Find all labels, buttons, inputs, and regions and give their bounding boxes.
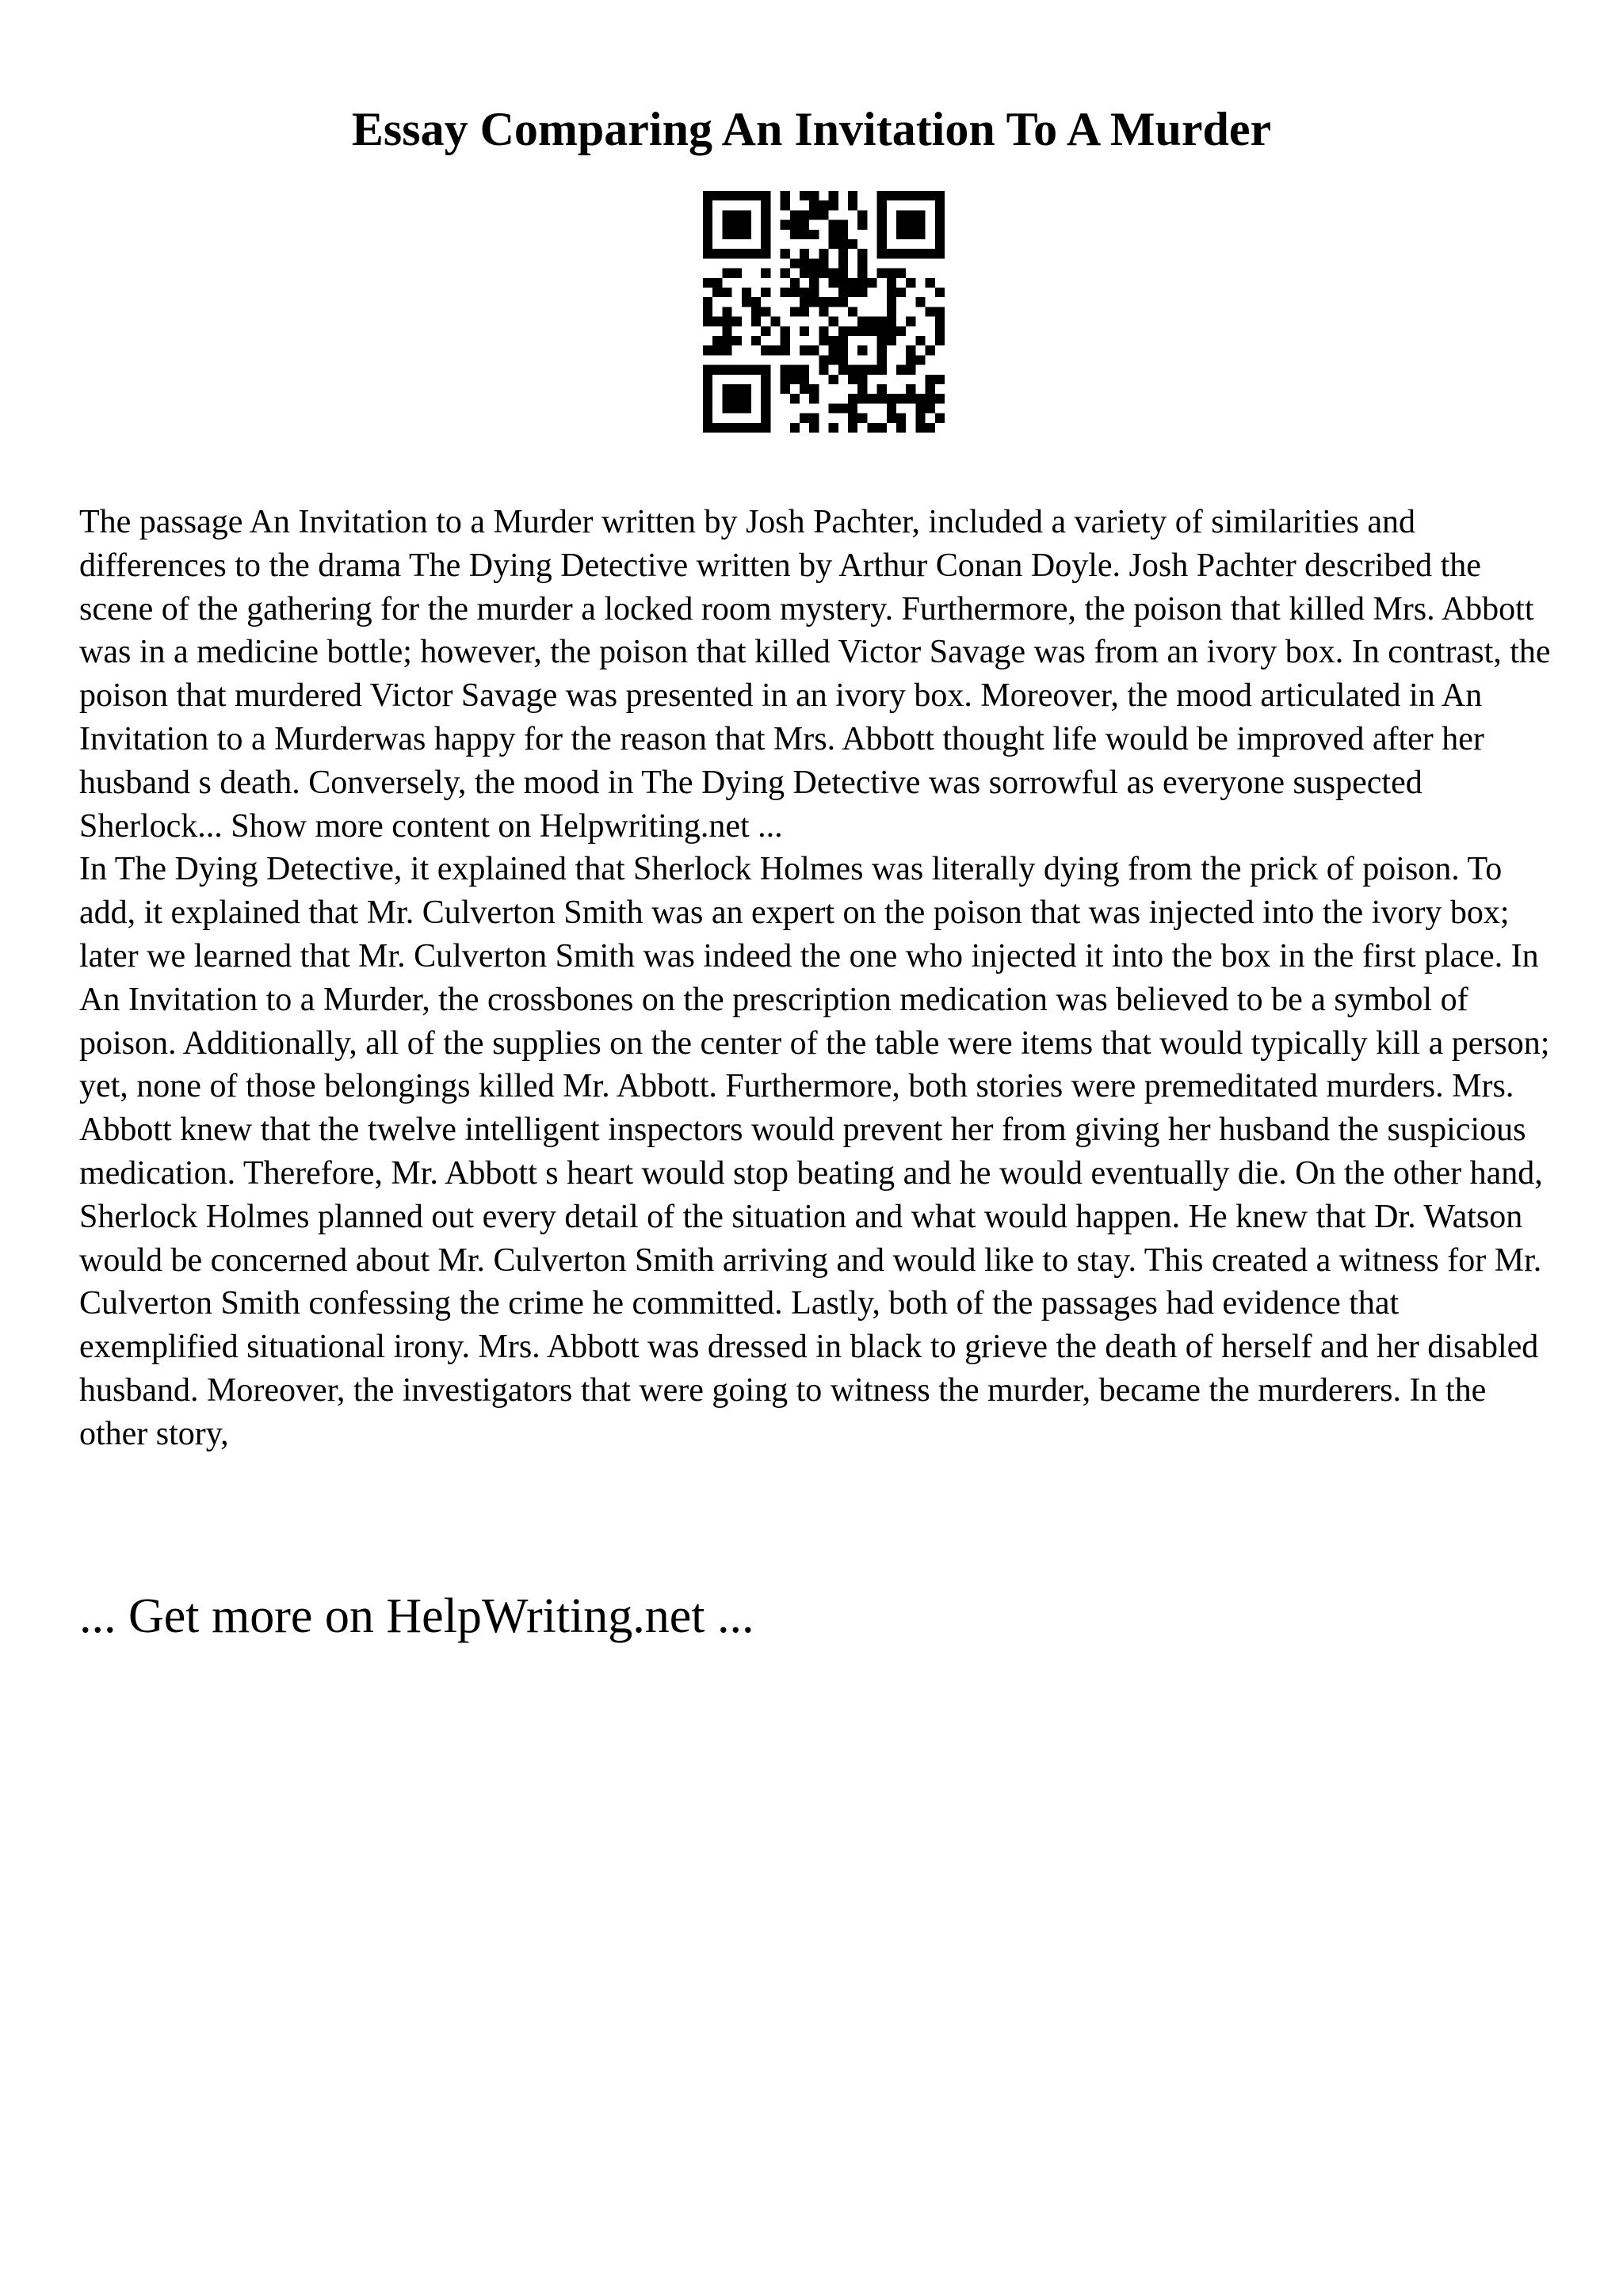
qr-code-icon bbox=[703, 191, 945, 433]
essay-body bbox=[79, 501, 1561, 1456]
essay-paragraph-1: The passage An Invitation to a Murder written by Josh Pachter, included a variety of similarities and differences to the drama The Dying Detective written by Arthur Conan Doyle. Josh Pachter described the scene of the gathering for the murder a locked room mystery. Furthermore, the poison that killed Mrs. Abbott was in a medicine bottle; however, the poison that killed Victor Savage was from an ivory box. In contrast, the poison that murdered Victor Savage was presented in an ivory box. Moreover, the mood articulated in An Invitation to a Murderwas happy for the reason that Mrs. Abbott thought life would be improved after her husband s death. Conversely, the mood in The Dying Detective was sorrowful as everyone suspected Sherlock... Show more content on Helpwriting.net ... bbox=[79, 504, 1551, 845]
essay-paragraph-2: In The Dying Detective, it explained that Sherlock Holmes was literally dying from the prick of poison. To add, it explained that Mr. Culverton Smith was an expert on the poison that was injected into the ivory box; later we learned that Mr. Culverton Smith was indeed the one who injected it into the box in the first place. In An Invitation to a Murder, the crossbones on the prescription medication was believed to be a symbol of poison. Additionally, all of the supplies on the center of the table were items that would typically kill a person; yet, none of those belongings killed Mr. Abbott. Furthermore, both stories were premeditated murders. Mrs. Abbott knew that the twelve intelligent inspectors would prevent her from giving her husband the suspicious medication. Therefore, Mr. Abbott s heart would stop beating and he would eventually die. On the other hand, Sherlock Holmes planned out every detail of the situation and what would happen. He knew that Dr. Watson would be concerned about Mr. Culverton Smith arriving and would like to stay. This created a witness for Mr. Culverton Smith confessing the crime he committed. Lastly, both of the passages had evidence that exemplified situational irony. Mrs. Abbott was dressed in black to grieve the death of herself and her disabled husband. Moreover, the investigators that were going to witness the murder, became the murderers. In the other story, bbox=[79, 851, 1550, 1452]
get-more-link[interactable]: ... Get more on HelpWriting.net ... bbox=[79, 1589, 754, 1643]
page-title: Essay Comparing An Invitation To A Murder bbox=[351, 103, 1272, 155]
